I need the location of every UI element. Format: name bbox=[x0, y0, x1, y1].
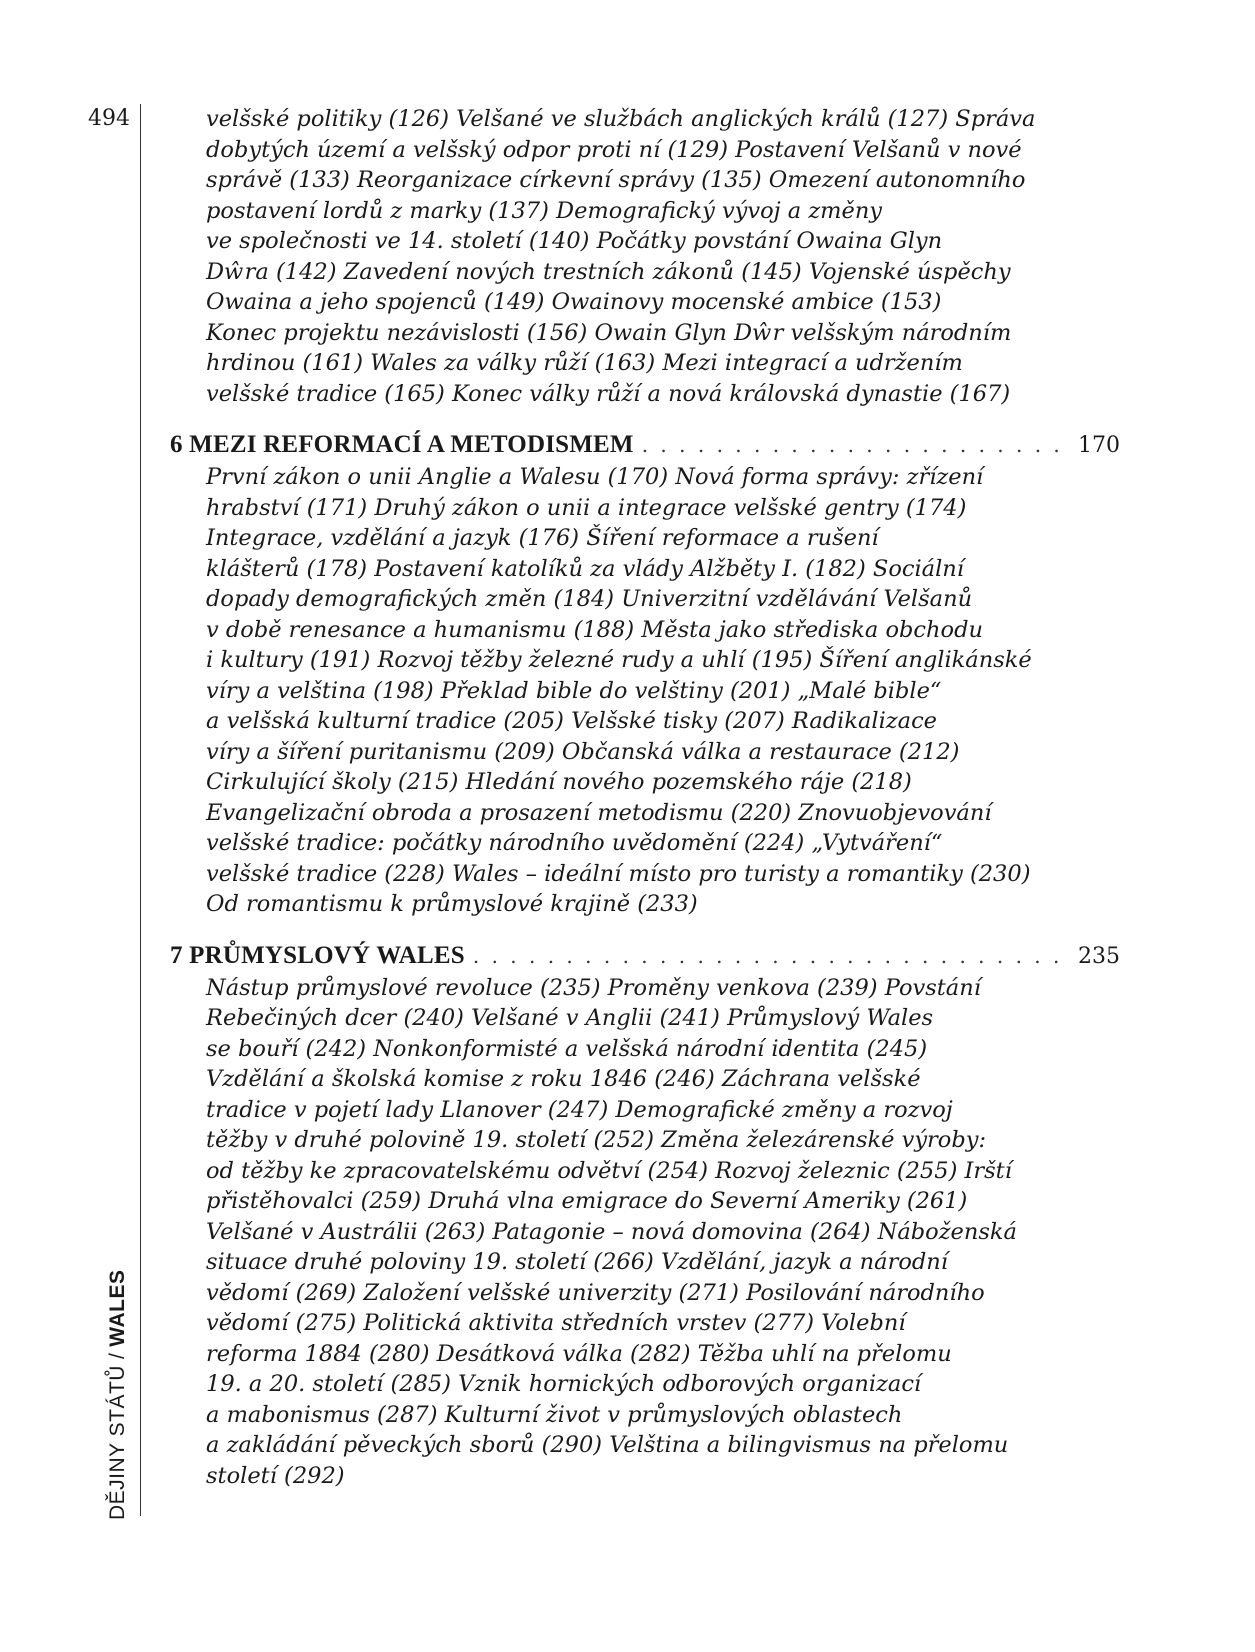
margin-rule bbox=[140, 104, 141, 1516]
dot-leader bbox=[473, 940, 1070, 972]
toc-line: 19. a 20. století (285) Vznik hornických odborových organizací bbox=[206, 1371, 922, 1397]
running-title-country: WALES bbox=[106, 1269, 129, 1347]
toc-line: hrabství (171) Druhý zákon o unii a integrace velšské gentry (174) bbox=[206, 494, 967, 521]
page-number: 494 bbox=[88, 106, 130, 131]
toc-line: situace druhé poloviny 19. století (266) Vzdělání, jazyk a národní bbox=[206, 1249, 948, 1275]
toc-line: tradice v pojetí lady Llanover (247) Demografické změny a rozvoj bbox=[206, 1096, 953, 1123]
toc-line: vědomí (269) Založení velšské univerzity (271) Posilování národního bbox=[206, 1279, 985, 1306]
running-title-series: DĚJINY STÁTŮ bbox=[106, 1365, 129, 1520]
toc-line: století (292) bbox=[206, 1462, 345, 1489]
chapter-title: 6 MEZI REFORMACÍ A METODISMEM bbox=[170, 431, 634, 458]
chapter-list bbox=[170, 429, 1120, 1491]
toc-line: Dŵra (142) Zavedení nových trestních zákonů (145) Vojenské úspěchy bbox=[206, 258, 1011, 285]
toc-line: Cirkulující školy (215) Hledání nového pozemského ráje (218) bbox=[206, 769, 912, 795]
toc-line: a velšská kulturní tradice (205) Velšské tisky (207) Radikalizace bbox=[206, 708, 937, 734]
toc-line: se bouří (242) Nonkonformisté a velšská národní identita (245) bbox=[206, 1035, 928, 1062]
toc-line: dopady demografických změn (184) Univerzitní vzdělávání Velšanů bbox=[206, 586, 973, 612]
dot-leader bbox=[642, 429, 1070, 461]
toc-line: postavení lordů z marky (137) Demografický vývoj a změny bbox=[206, 197, 883, 224]
toc-line: víry a velština (198) Překlad bible do velštiny (201) „Malé bible“ bbox=[206, 677, 942, 704]
toc-line: vědomí (275) Politická aktivita středních vrstev (277) Volební bbox=[206, 1310, 906, 1336]
toc-line: Velšané v Austrálii (263) Patagonie – nová domovina (264) Náboženská bbox=[206, 1218, 1017, 1245]
chapter-summary bbox=[170, 462, 1120, 920]
toc-line: i kultury (191) Rozvoj těžby železné rudy a uhlí (195) Šíření anglikánské bbox=[206, 647, 1032, 673]
toc-line: velšské politiky (126) Velšané ve službách anglických králů (127) Správa bbox=[206, 106, 1036, 132]
toc-line: Vzdělání a školská komise z roku 1846 (246) Záchrana velšské bbox=[206, 1066, 921, 1092]
toc-line: Evangelizační obroda a prosazení metodismu (220) Znovuobjevování bbox=[206, 799, 992, 826]
toc-line: víry a šíření puritanismu (209) Občanská válka a restaurace (212) bbox=[206, 738, 960, 765]
running-title bbox=[106, 1270, 130, 1520]
toc-line: velšské tradice: počátky národního uvědomění (224) „Vytváření“ bbox=[206, 830, 943, 856]
chapter-heading[interactable] bbox=[170, 940, 1120, 973]
chapter-summary bbox=[170, 973, 1120, 1492]
chapter-entry bbox=[170, 429, 1120, 920]
toc-line: v době renesance a humanismu (188) Města jako střediska obchodu bbox=[206, 616, 983, 643]
toc-line: Rebečiných dcer (240) Velšané v Anglii (241) Průmyslový Wales bbox=[206, 1005, 934, 1031]
toc-line: Owaina a jeho spojenců (149) Owainovy mocenské ambice (153) bbox=[206, 289, 942, 315]
running-title-separator: / bbox=[106, 1352, 129, 1360]
toc-line: velšské tradice (228) Wales – ideální místo pro turisty a romantiky (230) bbox=[206, 860, 1031, 887]
toc-line: dobytých území a velšský odpor proti ní (129) Postavení Velšanů v nové bbox=[206, 136, 1022, 163]
toc-line: klášterů (178) Postavení katolíků za vlády Alžběty I. (182) Sociální bbox=[206, 555, 964, 582]
toc-line: První zákon o unii Anglie a Walesu (170) Nová forma správy: zřízení bbox=[206, 464, 984, 490]
chapter-page-number: 235 bbox=[1078, 943, 1120, 969]
toc-line: přistěhovalci (259) Druhá vlna emigrace do Severní Ameriky (261) bbox=[206, 1188, 968, 1214]
toc-line: a zakládání pěveckých sborů (290) Velština a bilingvismus na přelomu bbox=[206, 1432, 1009, 1458]
table-of-contents bbox=[170, 104, 1120, 1491]
chapter-page-number: 170 bbox=[1078, 433, 1120, 458]
chapter-entry bbox=[170, 940, 1120, 1492]
toc-line: ve společnosti ve 14. století (140) Počátky povstání Owaina Glyn bbox=[206, 228, 943, 254]
toc-line: od těžby ke zpracovatelskému odvětví (254) Rozvoj železnic (255) Irští bbox=[206, 1157, 1012, 1184]
toc-line: velšské tradice (165) Konec války růží a nová královská dynastie (167) bbox=[206, 380, 1011, 407]
toc-line: Konec projektu nezávislosti (156) Owain Glyn Dŵr velšským národním bbox=[206, 319, 1012, 346]
toc-line: Nástup průmyslové revoluce (235) Proměny venkova (239) Povstání bbox=[206, 974, 981, 1001]
toc-line: těžby v druhé polovině 19. století (252) Změna železárenské výroby: bbox=[206, 1127, 987, 1153]
toc-line: a mabonismus (287) Kulturní život v průmyslových oblastech bbox=[206, 1401, 903, 1428]
toc-line: správě (133) Reorganizace církevní správy (135) Omezení autonomního bbox=[206, 167, 1026, 193]
chapter-title: 7 PRŮMYSLOVÝ WALES bbox=[170, 941, 465, 969]
continuation-block bbox=[170, 104, 1120, 409]
toc-line: Integrace, vzdělání a jazyk (176) Šíření reformace a rušení bbox=[206, 525, 879, 551]
toc-line: hrdinou (161) Wales za války růží (163) Mezi integrací a udržením bbox=[206, 350, 963, 376]
toc-line: reforma 1884 (280) Desátková válka (282) Těžba uhlí na přelomu bbox=[206, 1340, 952, 1367]
toc-line: Od romantismu k průmyslové krajině (233) bbox=[206, 891, 698, 917]
chapter-heading[interactable] bbox=[170, 429, 1120, 462]
